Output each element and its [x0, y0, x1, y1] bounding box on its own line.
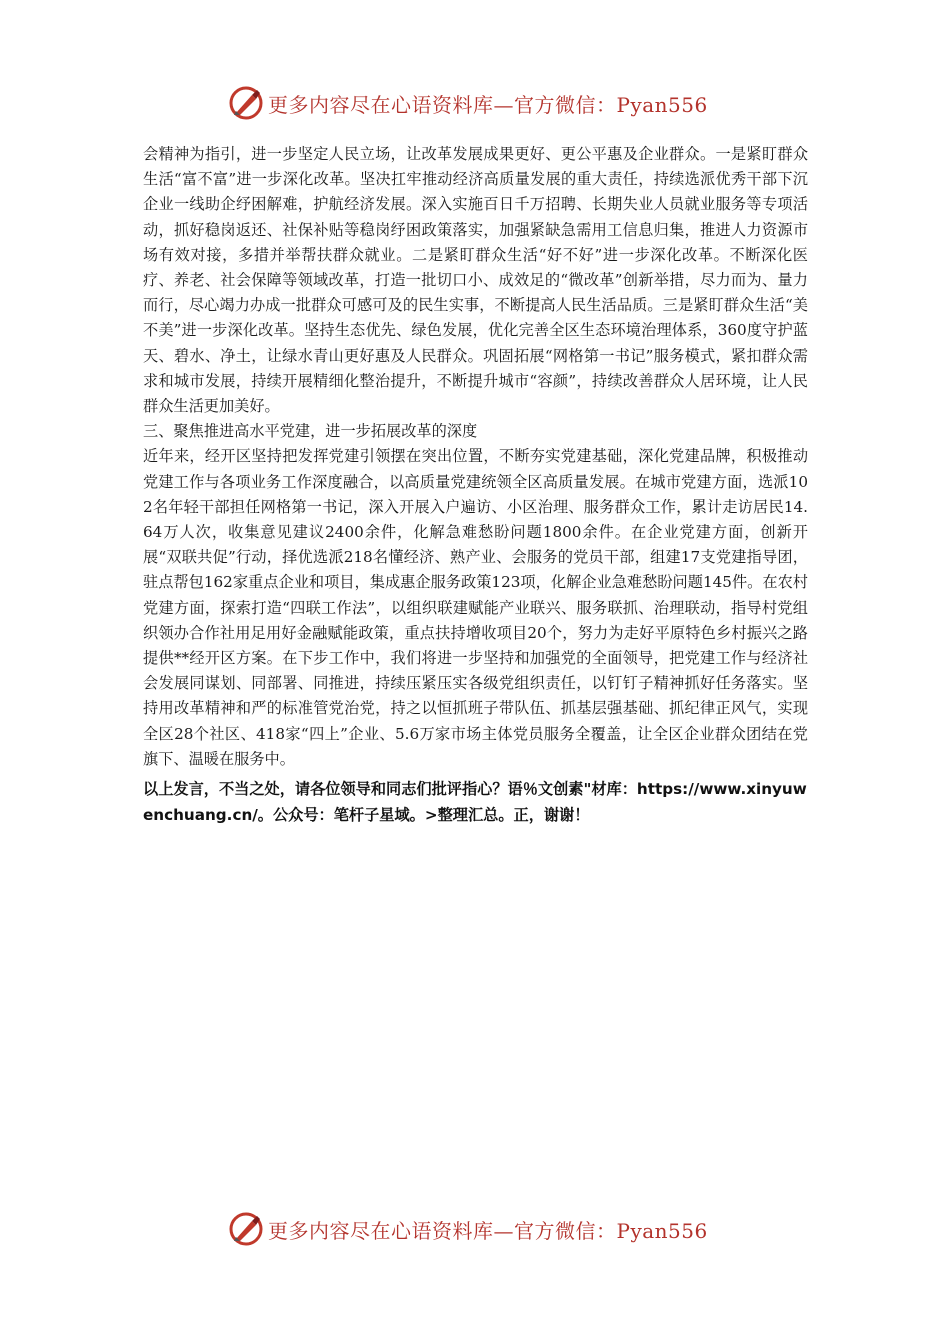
- banner-text: 更多内容尽在心语资料库—官方微信：Pyan556: [268, 92, 708, 117]
- paragraph: 会精神为指引，进一步坚定人民立场，让改革发展成果更好、更公平惠及企业群众。一是紧盯群众生活“富不富”进一步深化改革。坚决扛牢推动经济高质量发展的重大责任，持续选派优秀干部下沉企业一线助企纾困解难，护航经济发展。深入实施百日千万招聘、长期失业人员就业服务等专项活动，抓好稳岗返还、社保补贴等稳岗纾困政策落实，加强紧缺急需用工信息归集，推进人力资源市场有效对接，多措并举帮扶群众就业。二是紧盯群众生活“好不好”进一步深化改革。不断深化医疗、养老、社会保障等领域改革，打造一批切口小、成效足的“微改革”创新举措，尽力而为、量力而行，尽心竭力办成一批群众可感可及的民生实事，不断提高人民生活品质。三是紧盯群众生活“美不美”进一步深化改革。坚持生态优先、绿色发展，优化完善全区生态环境治理体系，360度守护蓝天、碧水、净土，让绿水青山更好惠及人民群众。巩固拓展“网格第一书记”服务模式，紧扣群众需求和城市发展，持续开展精细化整治提升，不断提升城市“容颜”，持续改善群众人居环境，让人民群众生活更加美好。: [143, 145, 808, 416]
- header-banner: [228, 83, 748, 123]
- pen-nib-logo-icon: [228, 85, 264, 121]
- closing-remarks: 以上发言，不当之处，请各位领导和同志们批评指心？语％文创素"材库：https://www.xinyuwenchuang.cn/。公众号：笔杆子星域。>整理汇总。正，谢谢！: [143, 780, 807, 825]
- banner-text: 更多内容尽在心语资料库—官方微信：Pyan556: [268, 1218, 708, 1243]
- document-body: [143, 142, 808, 828]
- paragraph: 近年来，经开区坚持把发挥党建引领摆在突出位置，不断夯实党建基础，深化党建品牌，积极推动党建工作与各项业务工作深度融合，以高质量党建统领全区高质量发展。在城市党建方面，选派102名年轻干部担任网格第一书记，深入开展入户遍访、小区治理、服务群众工作，累计走访居民14.64万人次，收集意见建议2400余件，化解急难愁盼问题1800余件。在企业党建方面，创新开展“双联共促”行动，择优选派218名懂经济、熟产业、会服务的党员干部，组建17支党建指导团，驻点帮包162家重点企业和项目，集成惠企服务政策123项，化解企业急难愁盼问题145件。在农村党建方面，探索打造“四联工作法”，以组织联建赋能产业联兴、服务联抓、治理联动，指导村党组织领办合作社用足用好金融赋能政策，重点扶持增收项目20个，努力为走好平原特色乡村振兴之路提供**经开区方案。在下步工作中，我们将进一步坚持和加强党的全面领导，把党建工作与经济社会发展同谋划、同部署、同推进，持续压紧压实各级党组织责任，以钉钉子精神抓好任务落实。坚持用改革精神和严的标准管党治党，持之以恒抓班子带队伍、抓基层强基础、抓纪律正风气，实现全区28个社区、418家“四上”企业、5.6万家市场主体党员服务全覆盖，让全区企业群众团结在党旗下、温暖在服务中。: [143, 447, 808, 768]
- section-heading: 三、聚焦推进高水平党建，进一步拓展改革的深度: [143, 422, 478, 441]
- footer-banner: [228, 1209, 748, 1249]
- pen-nib-logo-icon: [228, 1211, 264, 1247]
